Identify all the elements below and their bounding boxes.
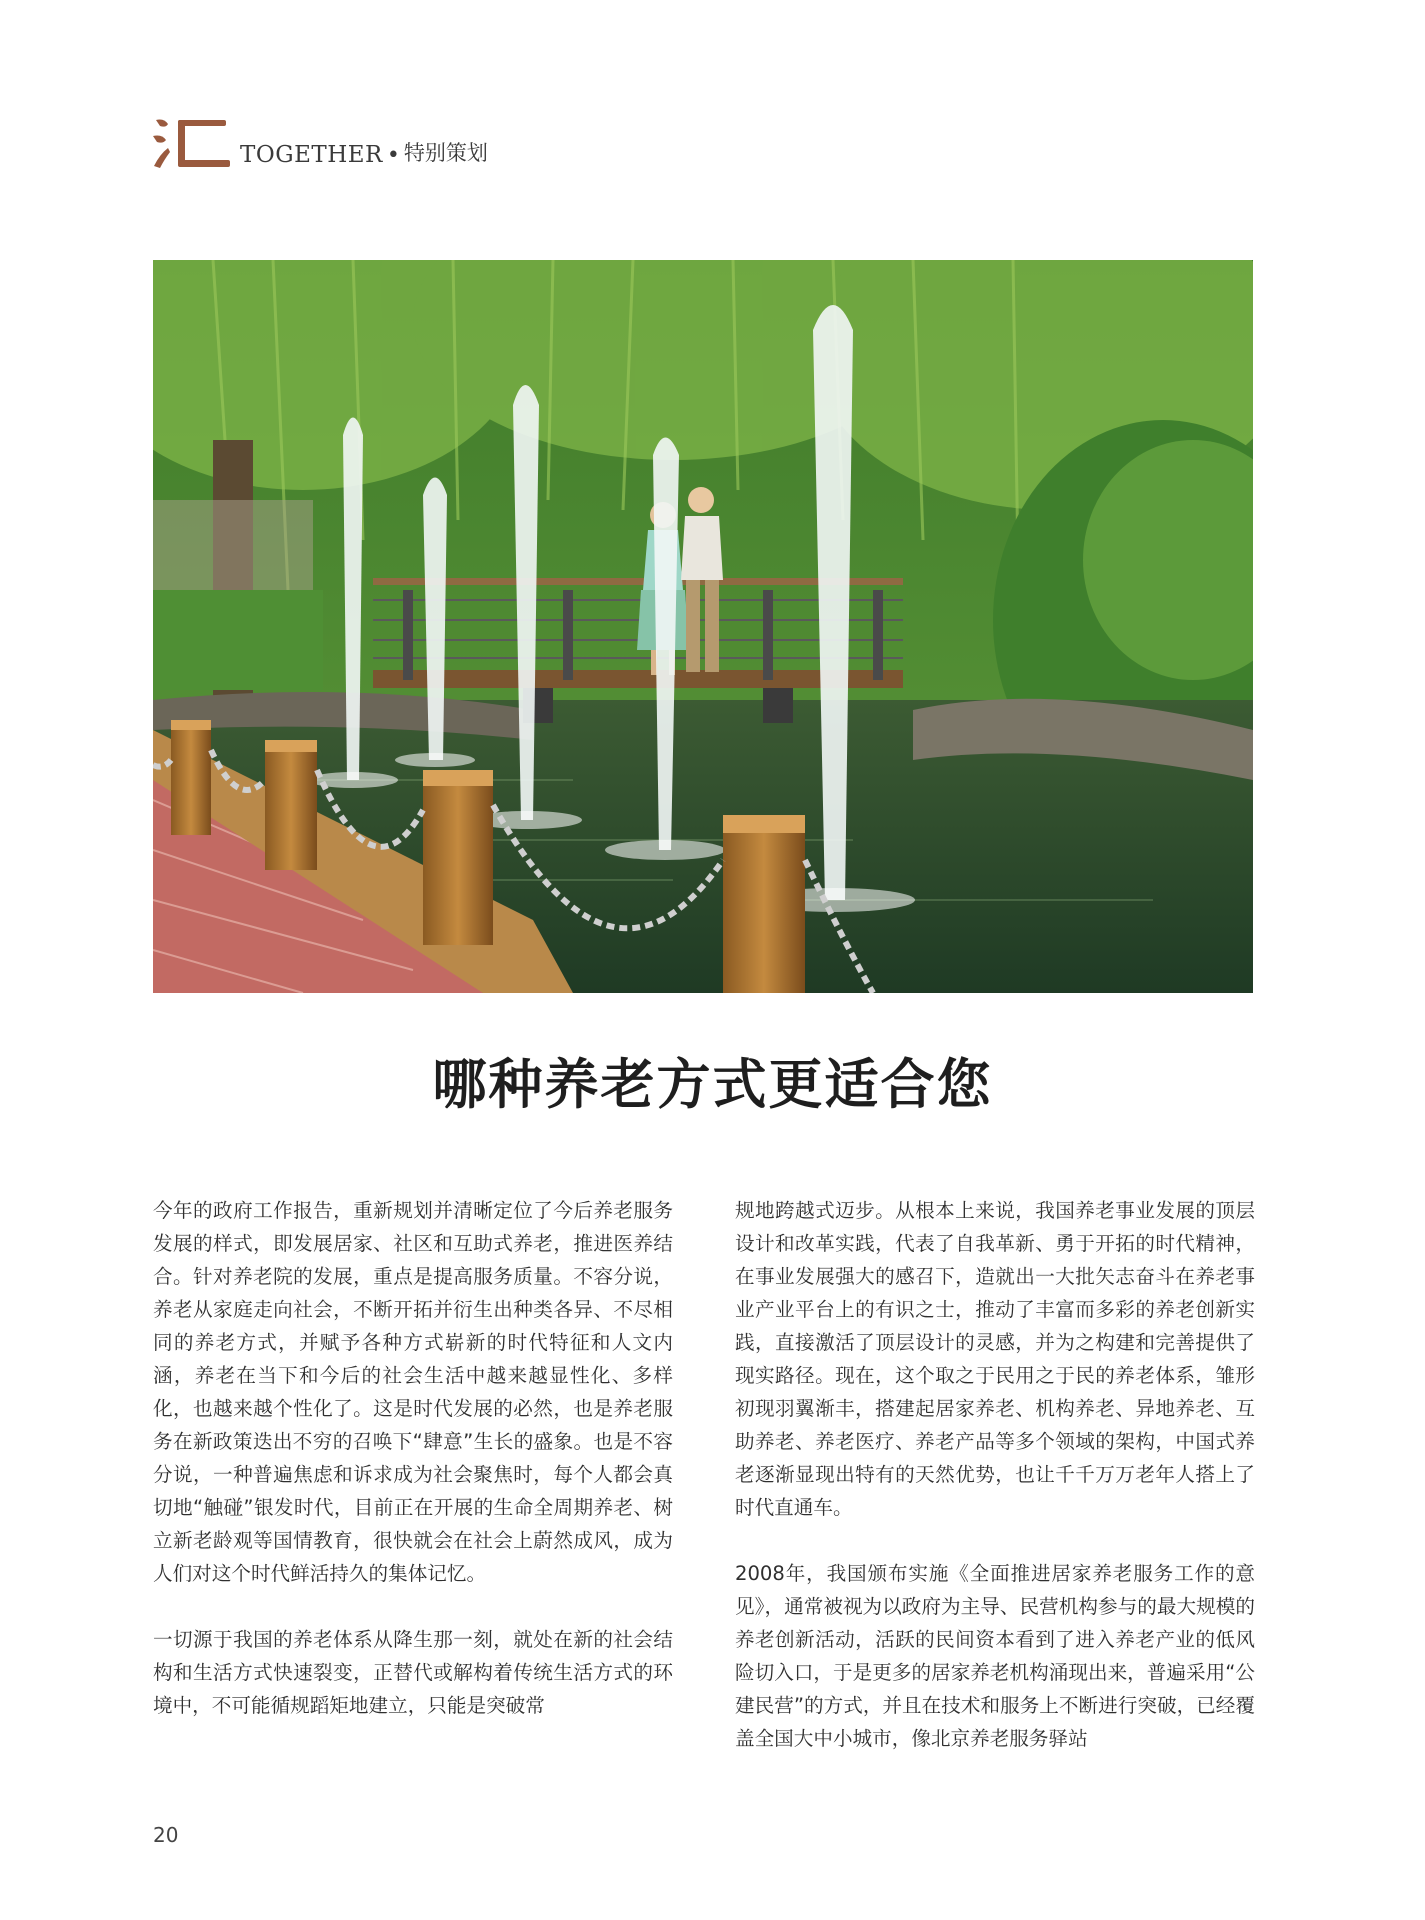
section-label-en: TOGETHER	[240, 142, 383, 168]
section-label-cn: 特别策划	[403, 141, 488, 165]
photo-illustration	[153, 260, 1253, 993]
paragraph: 今年的政府工作报告，重新规划并清晰定位了今后养老服务发展的样式，即发展居家、社区和互助式养老，推进医养结合。针对养老院的发展，重点是提高服务质量。不容分说，养老从家庭走向社会，不断开拓并衍生出种类各异、不尽相同的养老方式，并赋予各种方式崭新的时代特征和人文内涵，养老在当下和今后的社会生活中越来越显性化、多样化，也越来越个性化了。这是时代发展的必然，也是养老服务在新政策迭出不穷的召唤下“肆意”生长的盛象。也是不容分说，一种普遍焦虑和诉求成为社会聚焦时，每个人都会真切地“触碰”银发时代，目前正在开展的生命全周期养老、树立新老龄观等国情教育，很快就会在社会上蔚然成风，成为人们对这个时代鲜活持久的集体记忆。	[153, 1199, 673, 1585]
article-title: 哪种养老方式更适合您	[432, 1053, 993, 1116]
article-column-right	[735, 1194, 1255, 1788]
section-header	[150, 112, 488, 172]
paragraph: 2008年，我国颁布实施《全面推进居家养老服务工作的意见》，通常被视为以政府为主导、民营机构参与的最大规模的养老创新活动，活跃的民间资本看到了进入养老产业的低风险切入口，于是更多的居家养老机构涌现出来，普遍采用“公建民营”的方式，并且在技术和服务上不断进行突破，已经覆盖全国大中小城市，像北京养老服务驿站	[735, 1562, 1255, 1750]
paragraph: 规地跨越式迈步。从根本上来说，我国养老事业发展的顶层设计和改革实践，代表了自我革新、勇于开拓的时代精神，在事业发展强大的感召下，造就出一大批矢志奋斗在养老事业产业平台上的有识之士，推动了丰富而多彩的养老创新实践，直接激活了顶层设计的灵感，并为之构建和完善提供了现实路径。现在，这个取之于民用之于民的养老体系，雏形初现羽翼渐丰，搭建起居家养老、机构养老、异地养老、互助养老、养老医疗、养老产品等多个领域的架构，中国式养老逐渐显现出特有的天然优势，也让千千万万老年人搭上了时代直通车。	[735, 1199, 1255, 1519]
paragraph: 一切源于我国的养老体系从降生那一刻，就处在新的社会结构和生活方式快速裂变，正替代或解构着传统生活方式的环境中，不可能循规蹈矩地建立，只能是突破常	[153, 1628, 673, 1717]
park-fountain-photo	[153, 260, 1253, 993]
page-number: 20	[153, 1823, 179, 1847]
hui-character-logo-icon	[150, 114, 232, 172]
article-column-left	[153, 1194, 673, 1755]
section-separator: •	[386, 143, 400, 168]
